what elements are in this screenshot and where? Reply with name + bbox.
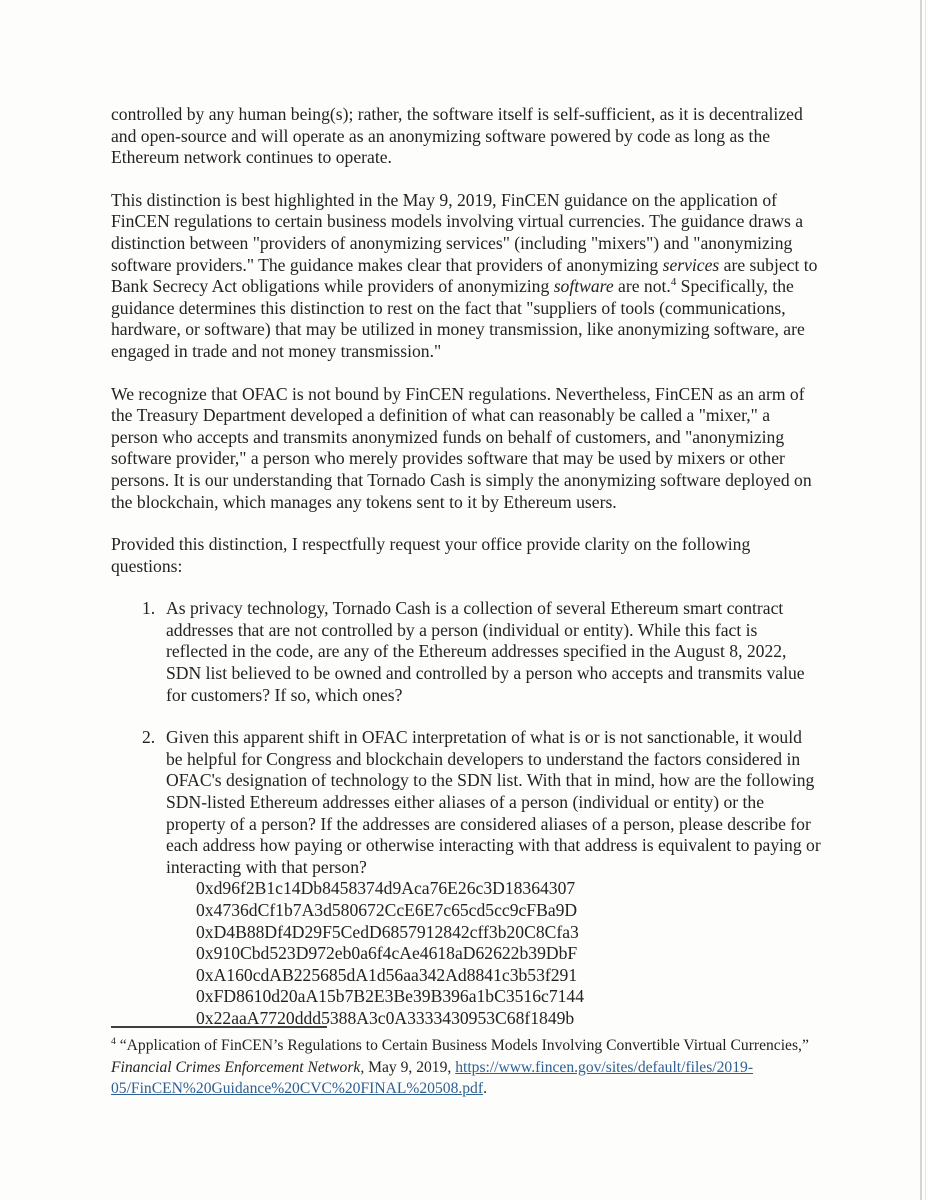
paragraph-ofac-fincen: We recognize that OFAC is not bound by FinCEN regulations. Nevertheless, FinCEN as an arm of the Treasury Department developed a definition of what can reasonably be called a "mixer," a person who accepts and transmits anonymized funds on behalf of customers, and "anonymizing software provider," a person who merely provides software that may be used by mixers or other persons. It is our understanding that Tornado Cash is simply the anonymizing software deployed on the blockchain, which manages any tokens sent to it by Ethereum users.	[111, 383, 812, 512]
text-segment: May 9, 2019,	[364, 1058, 456, 1076]
text-segment: are not.	[613, 276, 671, 297]
footnote-reference: 4	[670, 276, 677, 289]
ethereum-address: 0xd96f2B1c14Db8458374d9Aca76E26c3D18364307	[196, 878, 576, 899]
footnote-reference: 4	[111, 1035, 116, 1047]
ethereum-address: 0xD4B88Df4D29F5CedD6857912842cff3b20C8Cfa3	[196, 921, 579, 942]
ethereum-address-list	[166, 878, 821, 1029]
question-1-text: As privacy technology, Tornado Cash is a collection of several Ethereum smart contract addresses that are not controlled by a person (individual or entity). While this fact is reflected in the code, are any of the Ethereum addresses specified in the August 8, 2022, SDN list believed to be owned and controlled by a person who accepts and transmits value for customers? If so, which ones?	[166, 598, 805, 705]
letter-body	[111, 104, 821, 1051]
scan-artifact-edge-line	[925, 0, 926, 1200]
text-segment: software	[553, 276, 614, 297]
question-2-text: Given this apparent shift in OFAC interpretation of what is or is not sanctionable, it would be helpful for Congress and blockchain developers to understand the factors considered in OFAC's designation of technology to the SDN list. With that in mind, how are the following SDN-listed Ethereum addresses either aliases of a person (individual or entity) or the property of a person? If the addresses are considered aliases of a person, please describe for each address how paying or otherwise interacting with that address is equivalent to paying or interacting with that person?	[166, 727, 821, 877]
ethereum-address: 0xFD8610d20aA15b7B2E3Be39B396a1bC3516c7144	[196, 986, 585, 1007]
scan-artifact-line	[920, 0, 922, 1200]
list-number: 2.	[142, 727, 156, 748]
paragraph-fincen-guidance	[111, 190, 821, 363]
questions-list	[111, 598, 821, 1029]
text-segment: Financial Crimes Enforcement Network,	[111, 1058, 365, 1076]
ethereum-address: 0x910Cbd523D972eb0a6f4cAe4618aD62622b39DbF	[196, 943, 578, 964]
footnote-separator	[111, 1026, 327, 1028]
paragraph-request: Provided this distinction, I respectfully request your office provide clarity on the following questions:	[111, 534, 751, 576]
ethereum-address: 0x22aaA7720ddd5388A3c0A3333430953C68f1849b	[196, 1007, 575, 1028]
footnote	[111, 1026, 843, 1100]
text-segment: .	[483, 1080, 487, 1097]
ethereum-address: 0xA160cdAB225685dA1d56aa342Ad8841c3b53f291	[196, 964, 578, 985]
footnote-link[interactable]: https://www.fincen.gov/sites/default/files/2019-	[455, 1058, 754, 1076]
ethereum-address: 0x4736dCf1b7A3d580672CcE6E7c65cd5cc9cFBa9D	[196, 900, 578, 920]
text-segment: Specifically, the guidance determines this distinction to rest on the fact that "suppliers of tools (communications, hardware, or software) that may be utilized in money transmission, like anonymizing software, are engaged in trade and not money transmission."	[111, 276, 805, 361]
list-number: 1.	[142, 598, 156, 619]
list-item-question-1	[111, 598, 821, 706]
text-segment: services	[662, 254, 720, 275]
question-2-body	[166, 727, 821, 1029]
footnote-text	[111, 1035, 843, 1100]
text-segment: are subject to Bank Secrecy Act obligations while providers of anonymizing	[111, 254, 818, 297]
footnote-link[interactable]: 05/FinCEN%20Guidance%20CVC%20FINAL%20508.pdf	[111, 1080, 484, 1097]
text-segment: This distinction is best highlighted in the May 9, 2019, FinCEN guidance on the application of FinCEN regulations to certain business models involving virtual currencies. The guidance draws a distinction between "providers of anonymizing services" (including "mixers") and "anonymizing software providers." The guidance makes clear that providers of anonymizing	[111, 189, 804, 275]
list-item-question-2	[111, 727, 821, 1029]
text-segment: “Application of FinCEN’s Regulations to Certain Business Models Involving Convertible Virtual Currencies,”	[115, 1037, 809, 1054]
paragraph-intro-continued: controlled by any human being(s); rather, the software itself is self-sufficient, as it is decentralized and open-source and will operate as an anonymizing software powered by code as long as the Ethereum network continues to operate.	[111, 104, 803, 168]
